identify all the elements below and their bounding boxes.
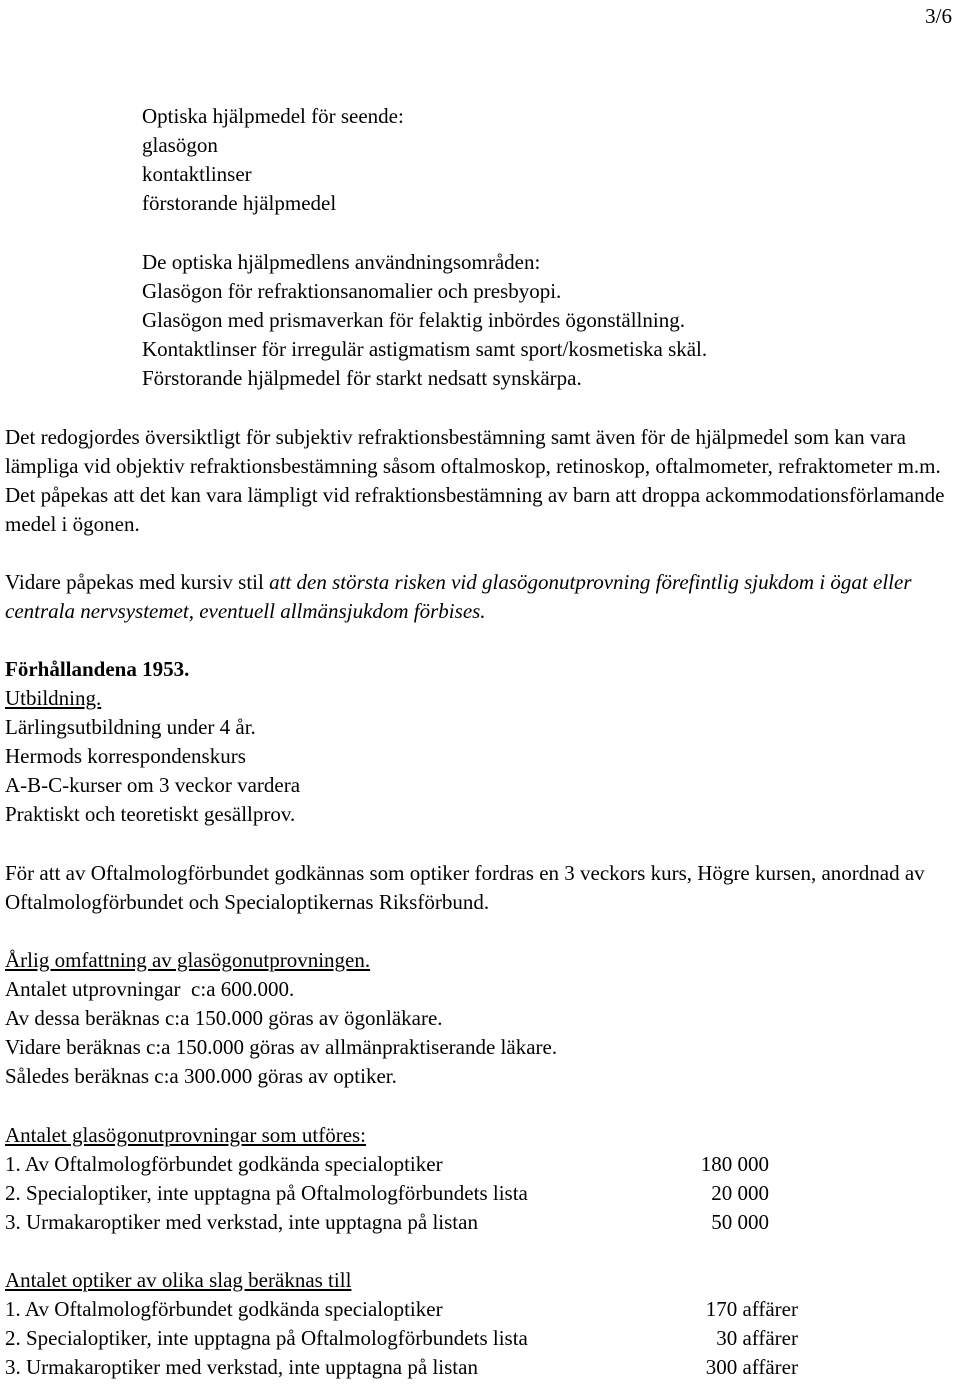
- education-line: A-B-C-kurser om 3 veckor vardera: [5, 773, 301, 797]
- education-line: Hermods korrespondenskurs: [5, 744, 246, 768]
- fittings-section: [5, 1121, 955, 1237]
- warning-italic: att den största risken vid glasögonutprovning förefintlig sjukdom i ögat eller centrala nervsystemet, eventuell allmänsjukdom förbises.: [5, 570, 912, 623]
- approval-paragraph: För att av Oftalmologförbundet godkännas som optiker fordras en 3 veckors kurs, Högre kursen, anordnad av Oftalmologförbundet och Specialoptikernas Riksförbund.: [5, 861, 925, 914]
- opticians-row: [5, 1353, 955, 1382]
- fittings-label: 1. Av Oftalmologförbundet godkända specialoptiker: [5, 1152, 443, 1176]
- opticians-value: 30 affärer: [716, 1326, 798, 1350]
- fittings-value: 50 000: [711, 1210, 769, 1234]
- opticians-heading: Antalet optiker av olika slag beräknas till: [5, 1268, 352, 1292]
- usage-area-line: Glasögon med prismaverkan för felaktig inbördes ögonställning.: [142, 308, 685, 332]
- fittings-value: 180 000: [700, 1152, 769, 1176]
- optical-aid-item: glasögon: [142, 133, 218, 157]
- usage-area-line: Kontaktlinser för irregulär astigmatism samt sport/kosmetiska skäl.: [142, 337, 708, 361]
- page-number: 3/6: [925, 4, 952, 28]
- annual-scope-line: Vidare beräknas c:a 150.000 göras av allmänpraktiserande läkare.: [5, 1035, 558, 1059]
- opticians-section: [5, 1266, 955, 1382]
- optical-aids-heading: Optiska hjälpmedel för seende:: [142, 104, 404, 128]
- optical-aids-section: [142, 102, 404, 218]
- opticians-label: 1. Av Oftalmologförbundet godkända specialoptiker: [5, 1297, 443, 1321]
- opticians-value: 300 affärer: [705, 1355, 798, 1379]
- warning-paragraph: [5, 568, 955, 626]
- fittings-value: 20 000: [711, 1181, 769, 1205]
- optical-aid-item: förstorande hjälpmedel: [142, 191, 337, 215]
- opticians-row: [5, 1295, 955, 1324]
- annual-scope-section: [5, 946, 955, 1091]
- fittings-row: [5, 1150, 955, 1179]
- opticians-label: 3. Urmakaroptiker med verkstad, inte upptagna på listan: [5, 1355, 478, 1379]
- usage-area-line: Glasögon för refraktionsanomalier och presbyopi.: [142, 279, 562, 303]
- fittings-heading: Antalet glasögonutprovningar som utföres:: [5, 1123, 367, 1147]
- education-subheading: Utbildning.: [5, 686, 102, 710]
- fittings-row: [5, 1179, 955, 1208]
- conditions-section: [5, 655, 955, 829]
- fittings-label: 2. Specialoptiker, inte upptagna på Oftalmologförbundets lista: [5, 1181, 528, 1205]
- opticians-value: 170 affärer: [705, 1297, 798, 1321]
- warning-intro: Vidare påpekas med kursiv stil: [5, 570, 270, 594]
- fittings-label: 3. Urmakaroptiker med verkstad, inte upptagna på listan: [5, 1210, 478, 1234]
- annual-scope-line: Av dessa beräknas c:a 150.000 göras av ögonläkare.: [5, 1006, 443, 1030]
- annual-scope-heading: Årlig omfattning av glasögonutprovningen.: [5, 948, 371, 972]
- fittings-row: [5, 1208, 955, 1237]
- usage-areas-heading: De optiska hjälpmedlens användningsområden:: [142, 250, 541, 274]
- opticians-label: 2. Specialoptiker, inte upptagna på Oftalmologförbundets lista: [5, 1326, 528, 1350]
- usage-area-line: Förstorande hjälpmedel för starkt nedsatt synskärpa.: [142, 366, 582, 390]
- refraction-paragraph: Det redogjordes översiktligt för subjektiv refraktionsbestämning samt även för de hjälpmedel som kan vara lämpliga vid objektiv refraktionsbestämning såsom oftalmoskop, retinoskop, oftalmometer, refraktometer m.m. Det påpekas att det kan vara lämpligt vid refraktionsbestämning av barn att droppa ackommodationsförlamande medel i ögonen.: [5, 425, 945, 536]
- optical-aid-item: kontaktlinser: [142, 162, 252, 186]
- conditions-heading: Förhållandena 1953.: [5, 657, 190, 681]
- opticians-row: [5, 1324, 955, 1353]
- annual-scope-line: Således beräknas c:a 300.000 göras av optiker.: [5, 1064, 397, 1088]
- education-line: Lärlingsutbildning under 4 år.: [5, 715, 256, 739]
- usage-areas-section: [142, 248, 707, 393]
- annual-scope-line: Antalet utprovningar c:a 600.000.: [5, 977, 295, 1001]
- education-line: Praktiskt och teoretiskt gesällprov.: [5, 802, 296, 826]
